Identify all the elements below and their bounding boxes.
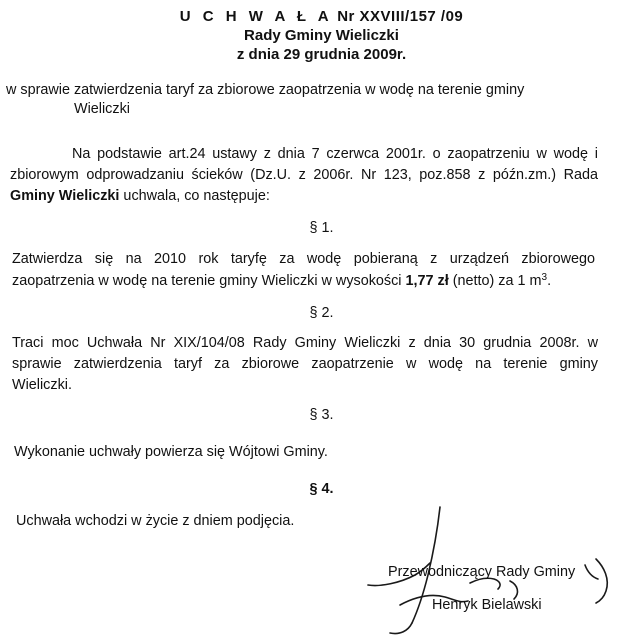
signatory-role: Przewodniczący Rady Gminy [388,564,576,580]
section-3-line-1: Wykonanie uchwały powierza się Wójtowi Gminy. [14,444,328,460]
basis-line-2 [10,167,598,183]
council-name: Rady Gminy Wieliczki [244,27,399,44]
basis-council-bold: Gminy Wieliczki [10,188,120,204]
section-2-line-1: Traci moc Uchwała Nr XIX/104/08 Rady Gminy Wieliczki z dnia 30 grudnia 2008r. w [12,335,598,351]
section-1-line-2 [12,272,551,289]
title-number: Nr XXVIII/157 /09 [337,8,464,25]
basis-line-1: Na podstawie art.24 ustawy z dnia 7 czerwca 2001r. o zaopatrzeniu w wodę i [72,146,598,162]
section-1-line-2-end: (netto) za 1 m [448,273,542,289]
document-title [0,8,643,25]
section-1-line-1: Zatwierdza się na 2010 rok taryfę za wodę pobieraną z urządzeń zbiorowego [12,251,595,267]
section-1-line-2-start: zaopatrzenia w wodę na terenie gminy Wieliczki w wysokości [12,273,406,289]
section-4-mark: § 4. [309,481,334,497]
subject-line-2: Wieliczki [74,101,130,117]
title-prefix: U C H W A Ł A [179,8,333,25]
section-2-line-2: sprawie zatwierdzenia taryf za zbiorowe zaopatrzenie w wodę na terenie gminy [12,356,598,372]
basis-line-3-rest: uchwala, co następuje: [119,188,270,204]
section-1-mark: § 1. [309,220,334,236]
section-2-mark: § 2. [309,305,334,321]
section-2-line-3: Wieliczki. [12,377,72,393]
section-3-mark: § 3. [309,407,334,423]
resolution-date: z dnia 29 grudnia 2009r. [236,46,407,63]
signatory-name: Henryk Bielawski [432,597,542,613]
cubic-superscript: 3 [541,272,548,283]
basis-line-3 [10,188,270,204]
subject-line-1: w sprawie zatwierdzenia taryf za zbiorowe zaopatrzenia w wodę na terenie gminy [6,82,525,98]
basis-line-2-text: zbiorowym odprowadzaniu ścieków (Dz.U. z 2006r. Nr 123, poz.858 z późn.zm.) Rada [10,167,598,183]
tariff-amount: 1,77 zł [405,273,449,289]
section-1-line-2-tail: . [547,273,552,289]
section-4-line-1: Uchwała wchodzi w życie z dniem podjęcia. [16,513,295,529]
